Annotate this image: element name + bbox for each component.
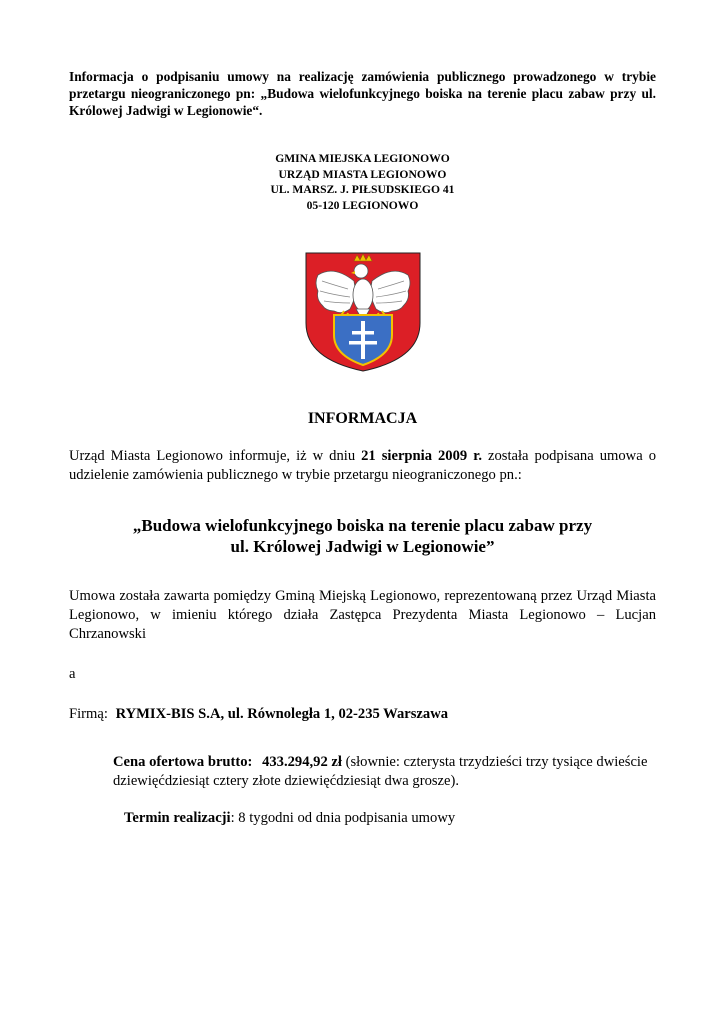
header-note: Informacja o podpisaniu umowy na realizację zamówienia publicznego prowadzonego w trybie przetargu nieograniczonego pn: „Budowa wielofunkcyjnego boiska na terenie placu zabaw przy ul. Królowej Jadwigi w Legionowie“. xyxy=(69,69,656,118)
intro-text-before: Urząd Miasta Legionowo informuje, iż w dniu xyxy=(69,448,362,464)
project-title xyxy=(69,515,656,557)
project-title-line-1: „Budowa wielofunkcyjnego boiska na terenie placu zabaw przy xyxy=(132,516,593,535)
crest-container xyxy=(69,251,656,373)
intro-date: 21 sierpnia 2009 r. xyxy=(361,448,482,464)
address-block xyxy=(69,151,656,213)
address-line-street: UL. MARSZ. J. PIŁSUDSKIEGO 41 xyxy=(270,183,455,196)
term-line xyxy=(124,809,656,828)
crest-eagle-body xyxy=(353,279,373,311)
intro-text-after: została podpisana umowa o udzielenie zamówienia publicznego w trybie przetargu nieograniczonego pn.: xyxy=(69,448,656,483)
price-words: (słownie: czterysta trzydzieści trzy tysiące dwieście dziewięćdziesiąt cztery złote dziewięćdziesiąt dwa grosze). xyxy=(113,754,648,789)
project-title-line-2: ul. Królowej Jadwigi w Legionowie” xyxy=(230,537,495,556)
crest-eagle-head xyxy=(354,264,368,278)
address-line-office: URZĄD MIASTA LEGIONOWO xyxy=(278,167,447,181)
intro-paragraph xyxy=(69,447,656,485)
document-page xyxy=(69,68,656,828)
term-label: Termin realizacji xyxy=(124,810,231,826)
legionowo-coat-of-arms-icon xyxy=(304,251,422,373)
firm-line xyxy=(69,705,656,724)
firm-label: Firmą: xyxy=(69,706,108,722)
price-paragraph xyxy=(113,753,656,791)
contract-paragraph: Umowa została zawarta pomiędzy Gminą Miejską Legionowo, reprezentowaną przez Urząd Miasta Legionowo, w imieniu którego działa Zastępca Prezydenta Miasta Legionowo – Lucjan Chrzanowski xyxy=(69,588,656,642)
price-value: 433.294,92 zł xyxy=(262,754,342,770)
crest-crown xyxy=(354,254,372,261)
price-label: Cena ofertowa brutto: xyxy=(113,754,253,770)
address-line-municipality: GMINA MIEJSKA LEGIONOWO xyxy=(275,152,450,165)
term-value: : 8 tygodni od dnia podpisania umowy xyxy=(230,810,456,826)
address-line-city: 05-120 LEGIONOWO xyxy=(306,198,419,212)
section-title: INFORMACJA xyxy=(307,410,418,427)
conjunction: a xyxy=(69,666,76,682)
firm-value: RYMIX-BIS S.A, ul. Równoległa 1, 02-235 Warszawa xyxy=(115,706,449,722)
